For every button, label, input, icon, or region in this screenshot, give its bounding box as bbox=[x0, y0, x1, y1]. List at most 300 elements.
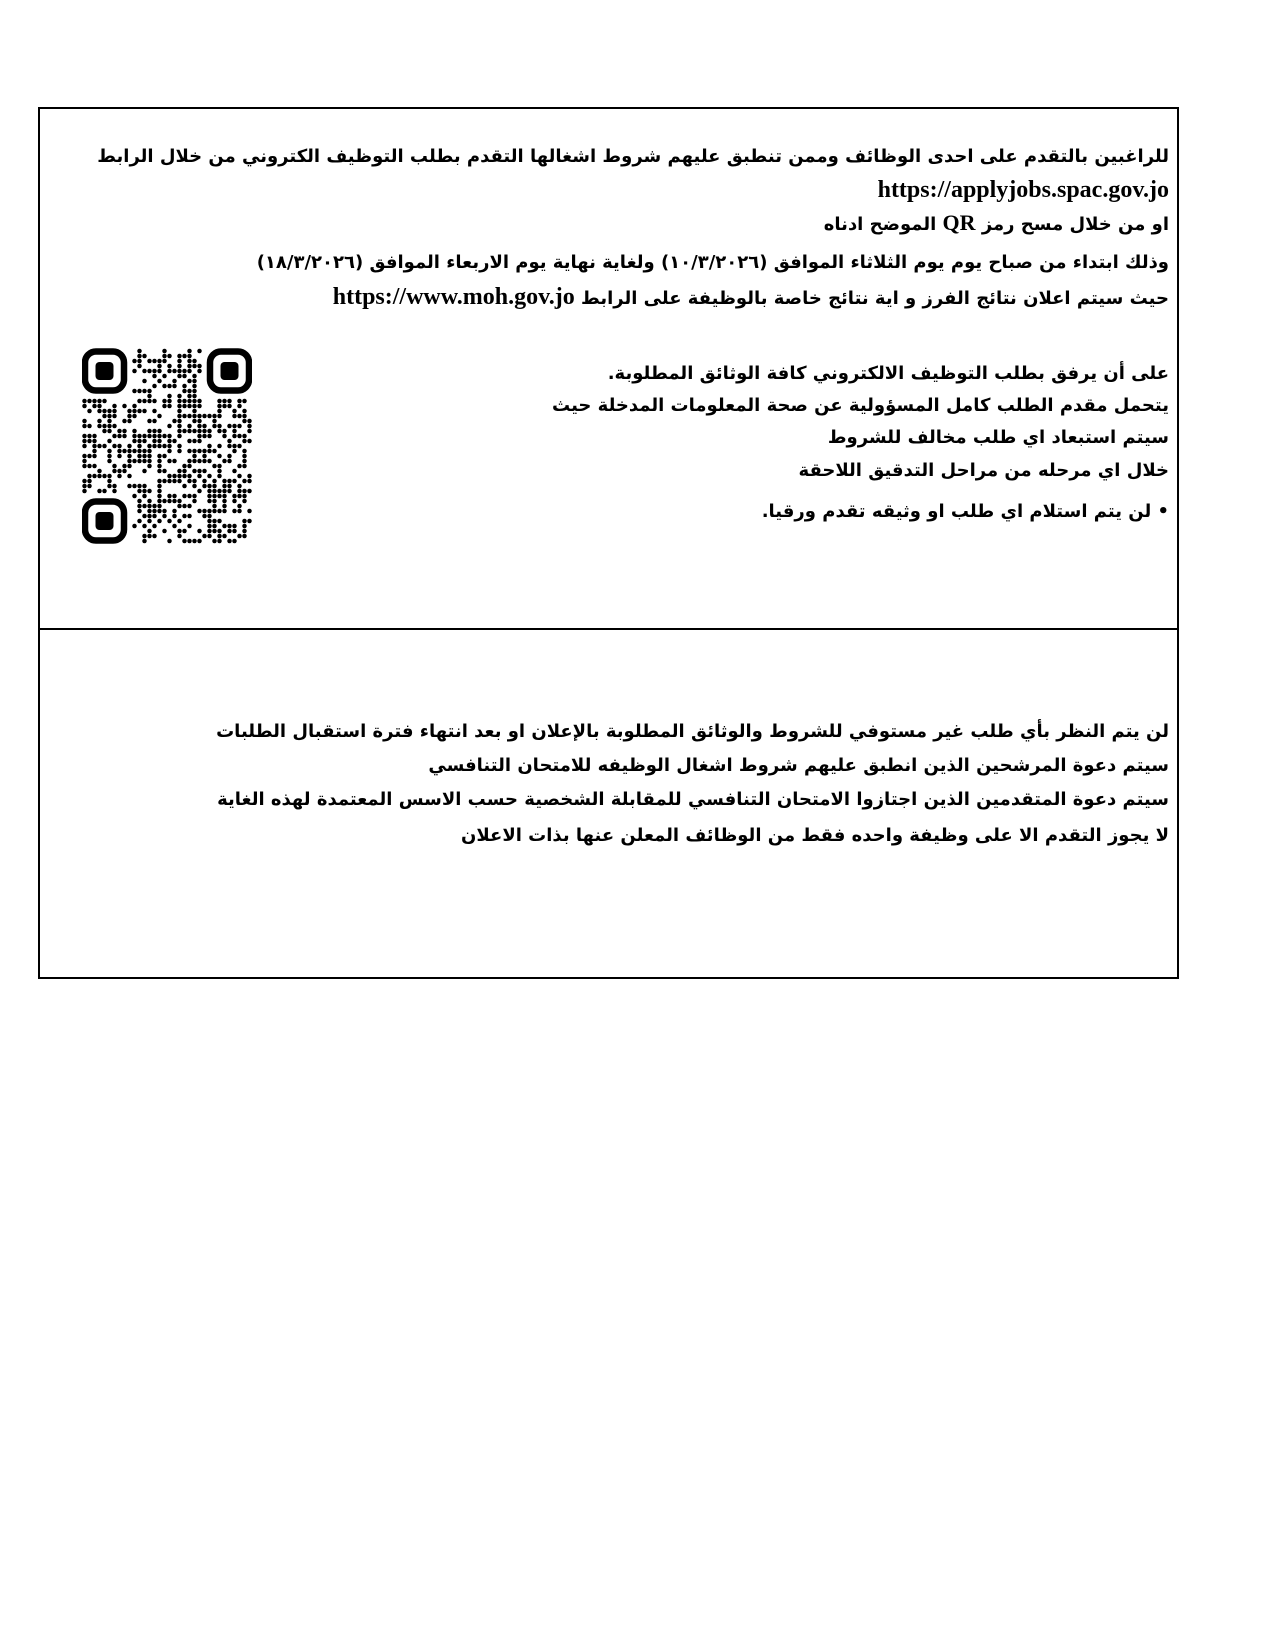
qr-module bbox=[132, 389, 137, 394]
qr-module bbox=[182, 374, 187, 379]
qr-module bbox=[192, 394, 197, 399]
qr-module bbox=[127, 419, 132, 424]
results-notice bbox=[333, 285, 1169, 311]
qr-module bbox=[122, 404, 127, 409]
qr-module bbox=[157, 479, 162, 484]
qr-module bbox=[177, 444, 182, 449]
qr-module bbox=[237, 484, 242, 489]
qr-module bbox=[127, 464, 132, 469]
qr-module bbox=[217, 454, 222, 459]
qr-module bbox=[167, 424, 172, 429]
qr-module bbox=[142, 469, 147, 474]
qr-module bbox=[147, 369, 152, 374]
qr-module bbox=[192, 379, 197, 384]
qr-module bbox=[232, 529, 237, 534]
qr-module bbox=[177, 414, 182, 419]
qr-module bbox=[107, 479, 112, 484]
qr-module bbox=[137, 459, 142, 464]
qr-module bbox=[92, 404, 97, 409]
qr-module bbox=[212, 424, 217, 429]
qr-module bbox=[237, 434, 242, 439]
qr-module bbox=[197, 364, 202, 369]
qr-module bbox=[107, 409, 112, 414]
qr-module bbox=[142, 504, 147, 509]
qr-module bbox=[137, 454, 142, 459]
qr-module bbox=[137, 439, 142, 444]
qr-module bbox=[137, 349, 142, 354]
qr-module bbox=[137, 509, 142, 514]
qr-module bbox=[222, 479, 227, 484]
qr-module bbox=[207, 514, 212, 519]
qr-module bbox=[157, 359, 162, 364]
qr-module bbox=[127, 474, 132, 479]
qr-module bbox=[147, 464, 152, 469]
qr-module bbox=[247, 429, 252, 434]
qr-module bbox=[137, 444, 142, 449]
qr-module bbox=[232, 414, 237, 419]
qr-module bbox=[242, 454, 247, 459]
qr-module bbox=[137, 364, 142, 369]
qr-module bbox=[122, 464, 127, 469]
qr-module bbox=[162, 374, 167, 379]
qr-module bbox=[127, 444, 132, 449]
qr-module bbox=[232, 424, 237, 429]
qr-module bbox=[187, 474, 192, 479]
qr-module bbox=[162, 514, 167, 519]
qr-module bbox=[217, 489, 222, 494]
qr-module bbox=[247, 509, 252, 514]
qr-module bbox=[182, 529, 187, 534]
qr-module bbox=[232, 449, 237, 454]
qr-module bbox=[197, 434, 202, 439]
qr-module bbox=[192, 539, 197, 544]
qr-module bbox=[177, 479, 182, 484]
qr-module bbox=[227, 404, 232, 409]
qr-module bbox=[162, 529, 167, 534]
qr-module bbox=[207, 434, 212, 439]
qr-module bbox=[232, 429, 237, 434]
qr-module bbox=[117, 469, 122, 474]
qr-module bbox=[127, 459, 132, 464]
qr-module bbox=[237, 474, 242, 479]
qr-module bbox=[242, 434, 247, 439]
qr-module bbox=[192, 484, 197, 489]
qr-module bbox=[207, 474, 212, 479]
qr-module bbox=[177, 529, 182, 534]
qr-module bbox=[122, 434, 127, 439]
qr-module bbox=[202, 534, 207, 539]
qr-module bbox=[112, 489, 117, 494]
qr-module bbox=[162, 404, 167, 409]
qr-module bbox=[162, 469, 167, 474]
qr-module bbox=[82, 489, 87, 494]
qr-module bbox=[147, 399, 152, 404]
qr-module bbox=[127, 409, 132, 414]
qr-module bbox=[142, 489, 147, 494]
qr-module bbox=[147, 449, 152, 454]
qr-module bbox=[222, 524, 227, 529]
qr-module bbox=[127, 414, 132, 419]
qr-module bbox=[132, 439, 137, 444]
qr-module bbox=[202, 434, 207, 439]
qr-module bbox=[192, 429, 197, 434]
qr-module bbox=[132, 484, 137, 489]
qr-module bbox=[107, 424, 112, 429]
qr-module bbox=[87, 454, 92, 459]
qr-module bbox=[157, 379, 162, 384]
qr-module bbox=[242, 529, 247, 534]
apply-link[interactable]: https://applyjobs.spac.gov.jo bbox=[877, 177, 1169, 203]
qr-module bbox=[152, 509, 157, 514]
qr-module bbox=[247, 474, 252, 479]
qr-module bbox=[127, 484, 132, 489]
qr-module bbox=[92, 454, 97, 459]
qr-module bbox=[227, 444, 232, 449]
qr-module bbox=[117, 474, 122, 479]
qr-module bbox=[232, 409, 237, 414]
qr-module bbox=[247, 424, 252, 429]
qr-module bbox=[202, 454, 207, 459]
qr-module bbox=[137, 449, 142, 454]
qr-module bbox=[197, 489, 202, 494]
qr-module bbox=[152, 384, 157, 389]
qr-module bbox=[232, 444, 237, 449]
qr-module bbox=[212, 494, 217, 499]
qr-module bbox=[97, 474, 102, 479]
qr-module bbox=[207, 484, 212, 489]
qr-module bbox=[192, 399, 197, 404]
qr-module bbox=[112, 414, 117, 419]
qr-module bbox=[162, 434, 167, 439]
qr-module bbox=[222, 504, 227, 509]
qr-module bbox=[142, 409, 147, 414]
qr-module bbox=[97, 404, 102, 409]
qr-module bbox=[117, 434, 122, 439]
qr-module bbox=[182, 474, 187, 479]
qr-module bbox=[152, 434, 157, 439]
qr-module bbox=[157, 484, 162, 489]
results-link[interactable]: https://www.moh.gov.jo bbox=[332, 284, 575, 310]
qr-module bbox=[247, 419, 252, 424]
qr-module bbox=[217, 539, 222, 544]
qr-module bbox=[167, 444, 172, 449]
qr-module bbox=[187, 389, 192, 394]
qr-module bbox=[187, 399, 192, 404]
qr-module bbox=[152, 534, 157, 539]
qr-module bbox=[107, 459, 112, 464]
qr-module bbox=[157, 464, 162, 469]
qr-module bbox=[202, 479, 207, 484]
qr-module bbox=[212, 509, 217, 514]
qr-module bbox=[102, 474, 107, 479]
qr-module bbox=[237, 509, 242, 514]
qr-module bbox=[187, 354, 192, 359]
qr-module bbox=[82, 454, 87, 459]
qr-module bbox=[167, 519, 172, 524]
qr-module bbox=[92, 464, 97, 469]
qr-module bbox=[152, 444, 157, 449]
qr-module bbox=[132, 414, 137, 419]
qr-module bbox=[202, 429, 207, 434]
qr-module bbox=[207, 529, 212, 534]
qr-module bbox=[222, 434, 227, 439]
qr-module bbox=[177, 354, 182, 359]
qr-module bbox=[147, 519, 152, 524]
qr-module bbox=[137, 359, 142, 364]
qr-module bbox=[172, 379, 177, 384]
qr-module bbox=[87, 484, 92, 489]
qr-module bbox=[182, 469, 187, 474]
qr-module bbox=[242, 524, 247, 529]
qr-module bbox=[177, 504, 182, 509]
qr-module bbox=[212, 524, 217, 529]
qr-module bbox=[217, 444, 222, 449]
qr-module bbox=[122, 419, 127, 424]
qr-module bbox=[172, 509, 177, 514]
qr-module bbox=[222, 484, 227, 489]
qr-module bbox=[167, 494, 172, 499]
qr-module bbox=[172, 494, 177, 499]
qr-module bbox=[82, 434, 87, 439]
qr-finder-center bbox=[221, 362, 239, 380]
qr-module bbox=[142, 539, 147, 544]
qr-module bbox=[197, 399, 202, 404]
qr-module bbox=[172, 524, 177, 529]
qr-module bbox=[192, 409, 197, 414]
qr-module bbox=[117, 429, 122, 434]
qr-module bbox=[212, 484, 217, 489]
qr-module bbox=[197, 459, 202, 464]
qr-module bbox=[172, 514, 177, 519]
qr-module bbox=[147, 359, 152, 364]
qr-module bbox=[202, 449, 207, 454]
qr-module bbox=[237, 444, 242, 449]
qr-module bbox=[217, 534, 222, 539]
qr-module bbox=[217, 464, 222, 469]
qr-module bbox=[187, 494, 192, 499]
qr-module bbox=[142, 354, 147, 359]
qr-module bbox=[157, 499, 162, 504]
qr-module bbox=[207, 494, 212, 499]
qr-module bbox=[212, 489, 217, 494]
qr-module bbox=[212, 504, 217, 509]
qr-module bbox=[82, 439, 87, 444]
qr-module bbox=[242, 479, 247, 484]
qr-module bbox=[112, 409, 117, 414]
qr-module bbox=[122, 469, 127, 474]
qr-module bbox=[222, 489, 227, 494]
qr-module bbox=[207, 519, 212, 524]
qr-label: QR bbox=[942, 210, 976, 235]
qr-module bbox=[192, 499, 197, 504]
qr-module bbox=[182, 389, 187, 394]
qr-module bbox=[187, 439, 192, 444]
qr-module bbox=[202, 469, 207, 474]
qr-module bbox=[167, 364, 172, 369]
qr-module bbox=[212, 499, 217, 504]
qr-module bbox=[127, 454, 132, 459]
qr-module bbox=[147, 454, 152, 459]
qr-module bbox=[227, 524, 232, 529]
qr-module bbox=[212, 519, 217, 524]
qr-module bbox=[222, 404, 227, 409]
qr-module bbox=[152, 504, 157, 509]
qr-module bbox=[142, 434, 147, 439]
qr-module bbox=[137, 409, 142, 414]
qr-module bbox=[152, 419, 157, 424]
qr-module bbox=[167, 404, 172, 409]
qr-module bbox=[172, 419, 177, 424]
qr-module bbox=[137, 519, 142, 524]
qr-module bbox=[217, 409, 222, 414]
qr-module bbox=[97, 469, 102, 474]
qr-module bbox=[197, 414, 202, 419]
qr-module bbox=[187, 414, 192, 419]
qr-module bbox=[177, 424, 182, 429]
qr-module bbox=[232, 524, 237, 529]
qr-module bbox=[152, 369, 157, 374]
qr-module bbox=[162, 454, 167, 459]
qr-module bbox=[172, 384, 177, 389]
qr-module bbox=[187, 359, 192, 364]
qr-module bbox=[197, 404, 202, 409]
condition-line: سيتم دعوة المتقدمين الذين اجتازوا الامتحان التنافسي للمقابلة الشخصية حسب الاسس المعتمدة لهذه الغاية bbox=[217, 789, 1169, 810]
qr-module bbox=[192, 449, 197, 454]
condition-line: لا يجوز التقدم الا على وظيفة واحده فقط من الوظائف المعلن عنها بذات الاعلان bbox=[461, 825, 1169, 846]
qr-module bbox=[237, 489, 242, 494]
qr-module bbox=[222, 534, 227, 539]
qr-module bbox=[242, 459, 247, 464]
qr-module bbox=[182, 539, 187, 544]
qr-module bbox=[102, 409, 107, 414]
qr-module bbox=[242, 519, 247, 524]
qr-module bbox=[187, 429, 192, 434]
qr-module bbox=[137, 434, 142, 439]
qr-module bbox=[192, 374, 197, 379]
qr-code[interactable] bbox=[82, 347, 252, 545]
qr-module bbox=[97, 419, 102, 424]
requirement-line: يتحمل مقدم الطلب كامل المسؤولية عن صحة المعلومات المدخلة حيث bbox=[552, 395, 1169, 416]
qr-module bbox=[242, 409, 247, 414]
qr-module bbox=[117, 449, 122, 454]
qr-module bbox=[177, 474, 182, 479]
qr-module bbox=[182, 404, 187, 409]
qr-module bbox=[217, 519, 222, 524]
qr-module bbox=[87, 474, 92, 479]
qr-finder-center bbox=[96, 362, 114, 380]
qr-module bbox=[102, 429, 107, 434]
qr-module bbox=[157, 509, 162, 514]
qr-module bbox=[182, 369, 187, 374]
qr-module bbox=[192, 469, 197, 474]
qr-module bbox=[132, 434, 137, 439]
qr-module bbox=[152, 359, 157, 364]
qr-module bbox=[217, 399, 222, 404]
qr-module bbox=[207, 524, 212, 529]
qr-module bbox=[192, 414, 197, 419]
qr-module bbox=[187, 449, 192, 454]
qr-instruction-pre: او من خلال مسح رمز bbox=[981, 214, 1169, 235]
qr-module bbox=[162, 499, 167, 504]
qr-module bbox=[87, 434, 92, 439]
qr-module bbox=[152, 524, 157, 529]
qr-module bbox=[207, 429, 212, 434]
qr-module bbox=[167, 394, 172, 399]
qr-module bbox=[107, 429, 112, 434]
qr-module bbox=[247, 439, 252, 444]
qr-module bbox=[132, 429, 137, 434]
qr-module bbox=[147, 504, 152, 509]
qr-module bbox=[237, 424, 242, 429]
qr-module bbox=[187, 424, 192, 429]
qr-module bbox=[217, 509, 222, 514]
qr-module bbox=[177, 534, 182, 539]
qr-module bbox=[107, 419, 112, 424]
qr-module bbox=[217, 429, 222, 434]
qr-module bbox=[167, 439, 172, 444]
qr-module bbox=[147, 394, 152, 399]
qr-module bbox=[132, 459, 137, 464]
qr-module bbox=[92, 399, 97, 404]
qr-module bbox=[142, 449, 147, 454]
qr-module bbox=[157, 439, 162, 444]
qr-module bbox=[142, 534, 147, 539]
qr-module bbox=[202, 484, 207, 489]
qr-module bbox=[182, 514, 187, 519]
qr-module bbox=[202, 424, 207, 429]
qr-module bbox=[147, 514, 152, 519]
qr-module bbox=[177, 369, 182, 374]
qr-module bbox=[232, 509, 237, 514]
qr-module bbox=[102, 399, 107, 404]
qr-module bbox=[247, 479, 252, 484]
qr-module bbox=[207, 499, 212, 504]
qr-module bbox=[182, 414, 187, 419]
qr-module bbox=[167, 434, 172, 439]
qr-module bbox=[142, 524, 147, 529]
qr-module bbox=[152, 409, 157, 414]
qr-module bbox=[242, 489, 247, 494]
qr-module bbox=[167, 499, 172, 504]
qr-module bbox=[177, 434, 182, 439]
qr-module bbox=[82, 464, 87, 469]
qr-module bbox=[242, 464, 247, 469]
qr-finder-center bbox=[96, 512, 114, 530]
qr-instruction bbox=[824, 211, 1169, 237]
qr-module bbox=[157, 489, 162, 494]
qr-module bbox=[197, 509, 202, 514]
results-notice-text: حيث سيتم اعلان نتائج الفرز و اية نتائج خاصة بالوظيفة على الرابط bbox=[581, 288, 1169, 309]
qr-module bbox=[107, 449, 112, 454]
qr-module bbox=[222, 499, 227, 504]
qr-module bbox=[87, 439, 92, 444]
qr-module bbox=[177, 469, 182, 474]
qr-module bbox=[157, 504, 162, 509]
qr-module bbox=[237, 504, 242, 509]
qr-module bbox=[182, 354, 187, 359]
qr-module bbox=[187, 464, 192, 469]
qr-module bbox=[147, 489, 152, 494]
qr-module bbox=[182, 494, 187, 499]
qr-module bbox=[177, 374, 182, 379]
qr-module bbox=[167, 449, 172, 454]
application-period: وذلك ابتداء من صباح يوم يوم الثلاثاء الموافق (١٠/٣/٢٠٢٦) ولغاية نهاية يوم الاربعاء الموافق (١٨/٣/٢٠٢٦) bbox=[256, 252, 1169, 273]
qr-module bbox=[177, 399, 182, 404]
qr-module bbox=[207, 459, 212, 464]
qr-module bbox=[82, 444, 87, 449]
qr-module bbox=[192, 419, 197, 424]
qr-module bbox=[242, 534, 247, 539]
